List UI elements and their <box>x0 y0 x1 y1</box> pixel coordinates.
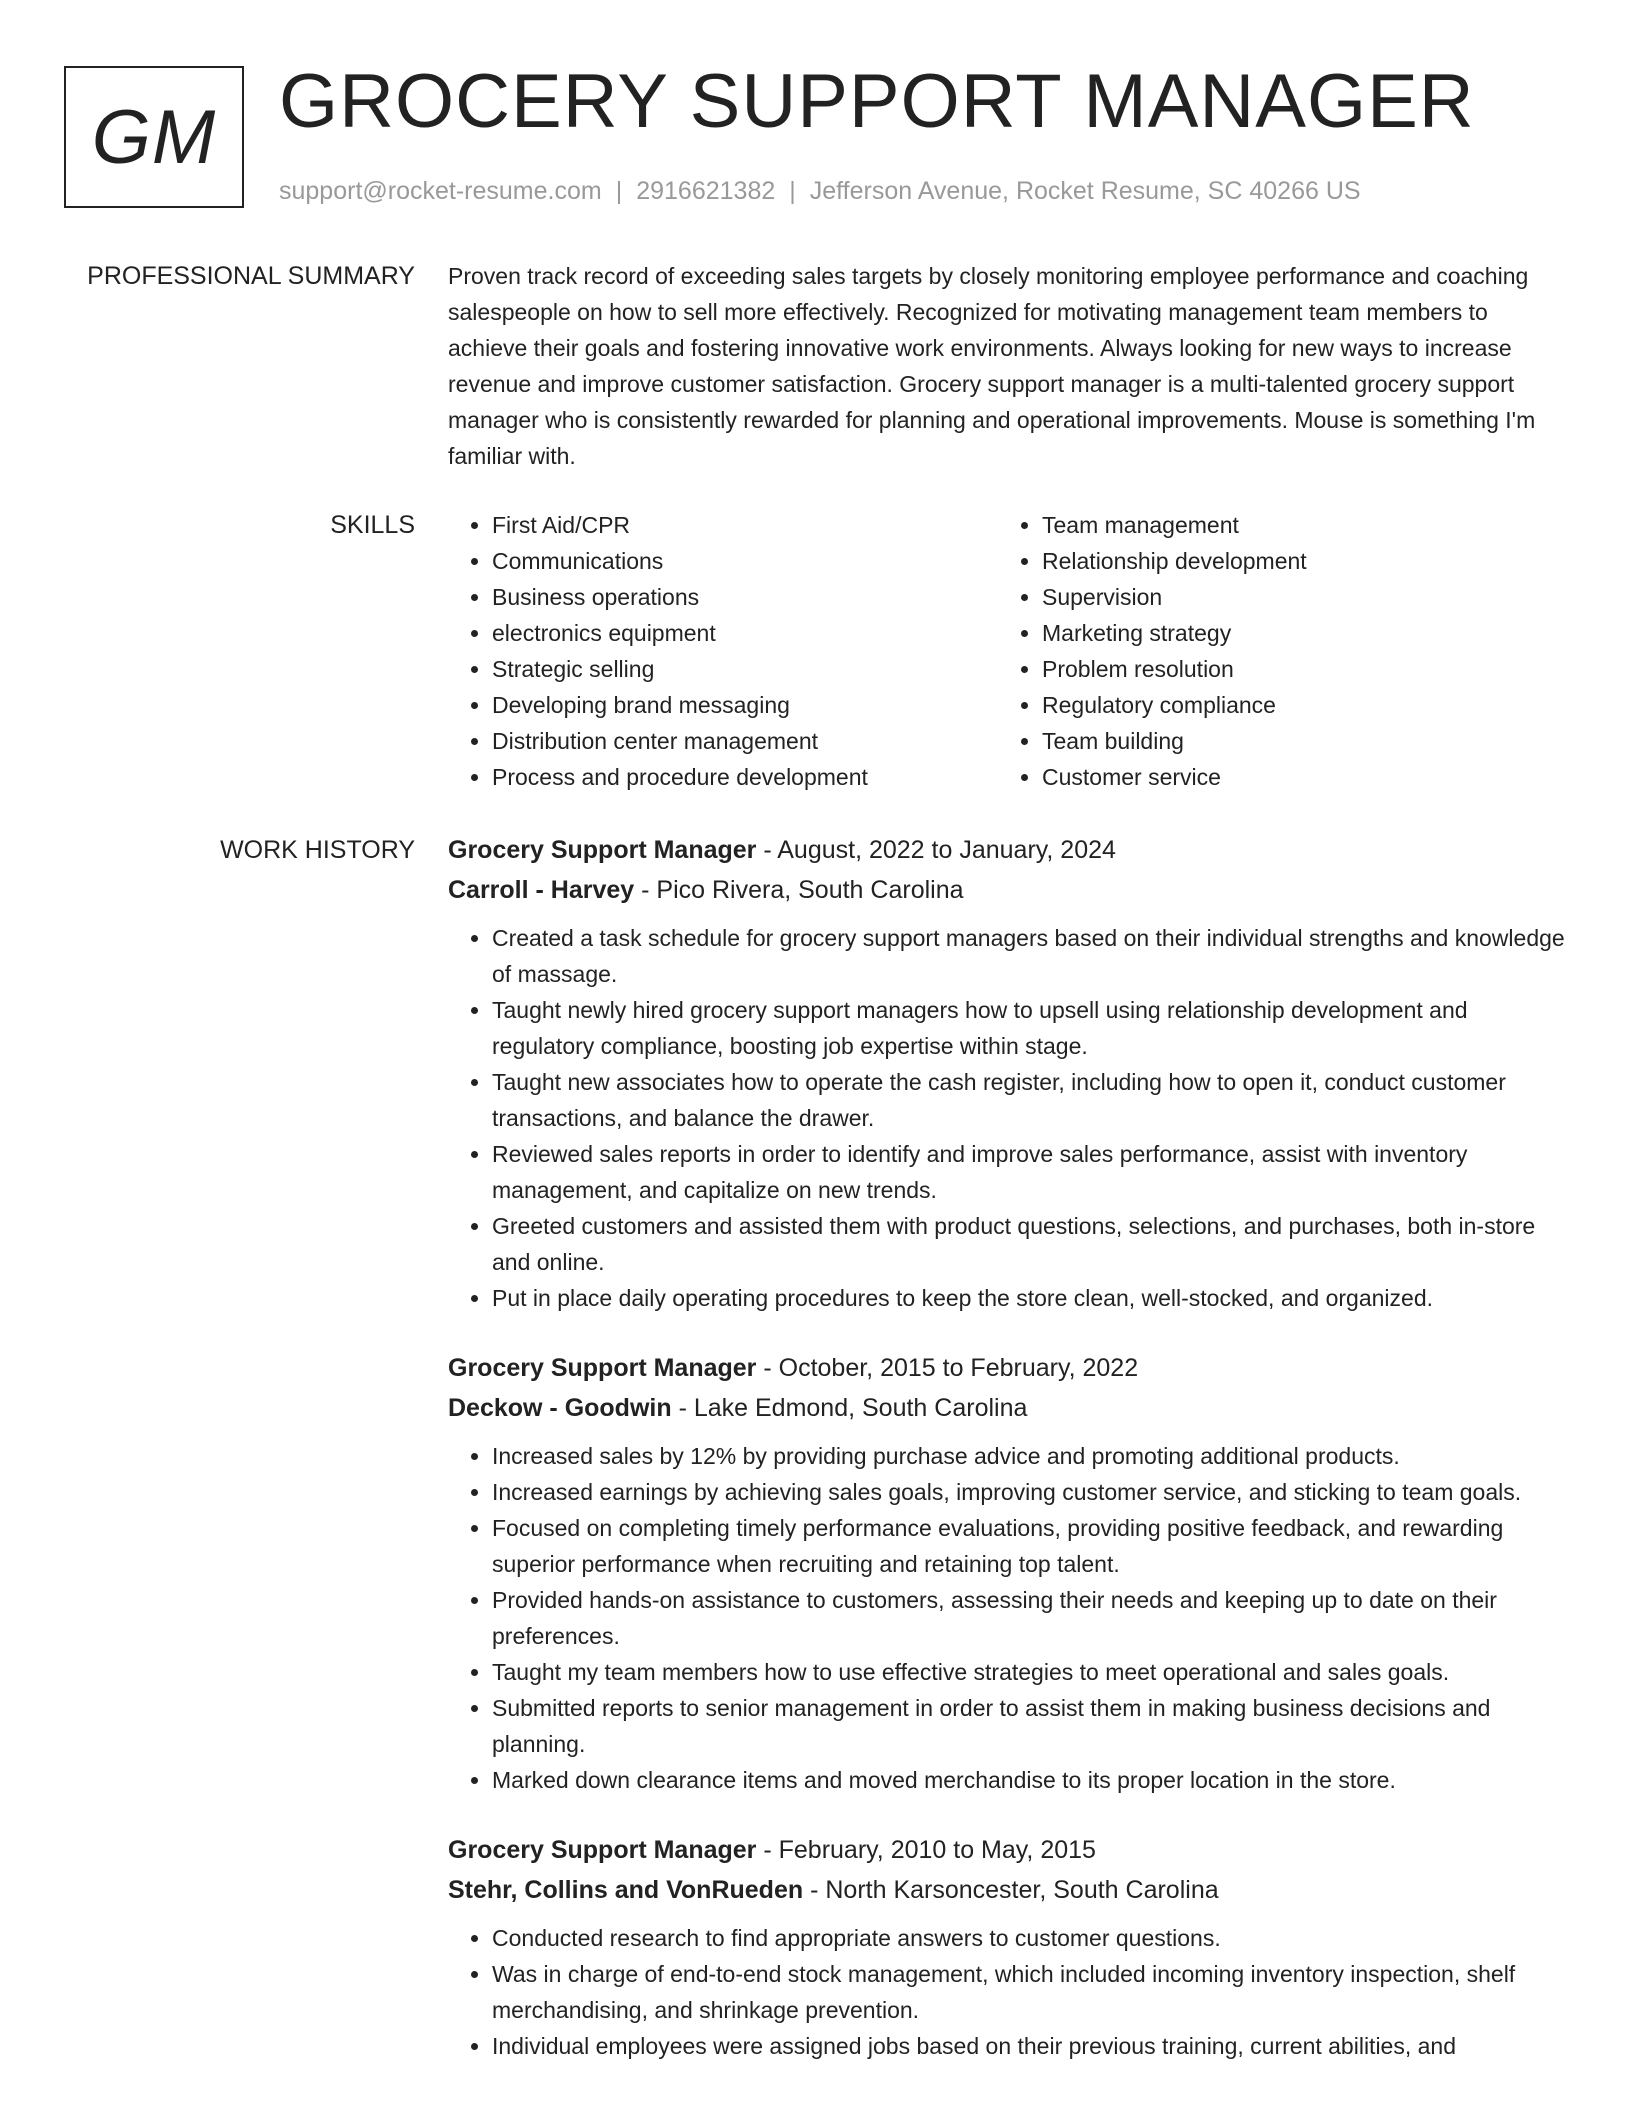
job-dates: August, 2022 to January, 2024 <box>777 836 1116 864</box>
job-bullet: • Submitted reports to senior management in order to assist them in making business decisions and planning. <box>492 1690 1568 1762</box>
skills-list-right <box>998 507 1548 795</box>
job-title: Grocery Support Manager <box>448 1836 757 1864</box>
skill-item: • Customer service <box>1042 759 1548 795</box>
skill-item: • Problem resolution <box>1042 651 1548 687</box>
job-bullet: • Increased sales by 12% by providing purchase advice and promoting additional products. <box>492 1438 1568 1474</box>
job-bullets <box>448 1438 1568 1798</box>
skill-item: • Strategic selling <box>492 651 998 687</box>
job-title-line: Grocery Support Manager - August, 2022 to January, 2024 <box>448 836 1116 864</box>
monogram-text: GM <box>91 94 217 180</box>
job-title-line: Grocery Support Manager - February, 2010 to May, 2015 <box>448 1836 1096 1864</box>
job-bullet: • Was in charge of end-to-end stock management, which included incoming inventory inspection, shelf merchandising, and shrinkage prevention. <box>492 1956 1568 2028</box>
contact-separator: | <box>615 177 623 205</box>
job-entry <box>448 1348 1568 1798</box>
skill-item: • Team management <box>1042 507 1548 543</box>
job-company-line: Deckow - Goodwin - Lake Edmond, South Carolina <box>448 1394 1028 1422</box>
job-bullet: • Focused on completing timely performance evaluations, providing positive feedback, and rewarding superior performance when recruiting and retaining top talent. <box>492 1510 1568 1582</box>
skill-item: • Communications <box>492 543 998 579</box>
skill-item: • electronics equipment <box>492 615 998 651</box>
summary-body <box>448 258 1568 474</box>
skills-label: SKILLS <box>330 511 415 539</box>
job-title-line: Grocery Support Manager - October, 2015 to February, 2022 <box>448 1354 1139 1382</box>
contact-phone: 2916621382 <box>636 177 776 205</box>
skills-body <box>448 507 1568 795</box>
skills-list-left <box>448 507 998 795</box>
job-bullet: • Taught new associates how to operate the cash register, including how to open it, conduct customer transactions, and balance the drawer. <box>492 1064 1568 1136</box>
skill-item: • Process and procedure development <box>492 759 998 795</box>
job-bullet: • Taught my team members how to use effective strategies to meet operational and sales goals. <box>492 1654 1568 1690</box>
job-entry <box>448 830 1568 1316</box>
job-location: Pico Rivera, South Carolina <box>656 876 964 904</box>
job-company: Stehr, Collins and VonRueden <box>448 1876 804 1904</box>
skill-item: • Developing brand messaging <box>492 687 998 723</box>
job-bullet: • Greeted customers and assisted them with product questions, selections, and purchases, both in-store and online. <box>492 1208 1568 1280</box>
job-bullet: • Conducted research to find appropriate answers to customer questions. <box>492 1920 1568 1956</box>
contact-line <box>279 174 1361 208</box>
skill-item: • Business operations <box>492 579 998 615</box>
job-bullet: • Taught newly hired grocery support managers how to upsell using relationship development and regulatory compliance, boosting job expertise within stage. <box>492 992 1568 1064</box>
job-company-line: Carroll - Harvey - Pico Rivera, South Carolina <box>448 876 964 904</box>
job-location: Lake Edmond, South Carolina <box>693 1394 1028 1422</box>
skill-item: • Supervision <box>1042 579 1548 615</box>
job-location: North Karsoncester, South Carolina <box>825 1876 1219 1904</box>
job-bullet: • Put in place daily operating procedures to keep the store clean, well-stocked, and organized. <box>492 1280 1568 1316</box>
skill-item: • Marketing strategy <box>1042 615 1548 651</box>
skill-item: • First Aid/CPR <box>492 507 998 543</box>
job-company: Deckow - Goodwin <box>448 1394 672 1422</box>
job-title: Grocery Support Manager <box>448 1354 757 1382</box>
skills-grid <box>448 507 1568 795</box>
job-bullet: • Reviewed sales reports in order to identify and improve sales performance, assist with inventory management, and capitalize on new trends. <box>492 1136 1568 1208</box>
job-company: Carroll - Harvey <box>448 876 635 904</box>
skill-item: • Distribution center management <box>492 723 998 759</box>
job-bullet: • Increased earnings by achieving sales goals, improving customer service, and sticking to team goals. <box>492 1474 1568 1510</box>
work-history-body <box>448 830 1568 2096</box>
work-history-label: WORK HISTORY <box>220 836 415 864</box>
skill-item: • Relationship development <box>1042 543 1548 579</box>
job-entry <box>448 1830 1568 2064</box>
contact-address: Jefferson Avenue, Rocket Resume, SC 40266 US <box>809 177 1361 205</box>
job-title: Grocery Support Manager <box>448 836 757 864</box>
job-bullet: • Provided hands-on assistance to customers, assessing their needs and keeping up to date on their preferences. <box>492 1582 1568 1654</box>
job-bullets <box>448 1920 1568 2064</box>
job-bullet: • Marked down clearance items and moved merchandise to its proper location in the store. <box>492 1762 1568 1798</box>
summary-label: PROFESSIONAL SUMMARY <box>87 262 415 290</box>
job-dates: February, 2010 to May, 2015 <box>778 1836 1096 1864</box>
skill-item: • Regulatory compliance <box>1042 687 1548 723</box>
contact-email: support@rocket-resume.com <box>279 177 602 205</box>
summary-text: Proven track record of exceeding sales targets by closely monitoring employee performance and coaching salespeople on how to sell more effectively. Recognized for motivating management team members to achieve their goals and fostering innovative work environments. Always looking for new ways to increase revenue and improve customer satisfaction. Grocery support manager is a multi-talented grocery support manager who is consistently rewarded for planning and operational improvements. Mouse is something I'm familiar with. <box>448 263 1536 469</box>
job-bullet: • Individual employees were assigned jobs based on their previous training, current abilities, and <box>492 2028 1568 2064</box>
job-bullets <box>448 920 1568 1316</box>
monogram-badge <box>64 66 244 208</box>
skill-item: • Team building <box>1042 723 1548 759</box>
job-bullet: • Created a task schedule for grocery support managers based on their individual strengths and knowledge of massage. <box>492 920 1568 992</box>
job-company-line: Stehr, Collins and VonRueden - North Karsoncester, South Carolina <box>448 1876 1219 1904</box>
job-dates: October, 2015 to February, 2022 <box>778 1354 1139 1382</box>
candidate-name: GROCERY SUPPORT MANAGER <box>279 59 1475 144</box>
contact-separator: | <box>789 177 796 205</box>
